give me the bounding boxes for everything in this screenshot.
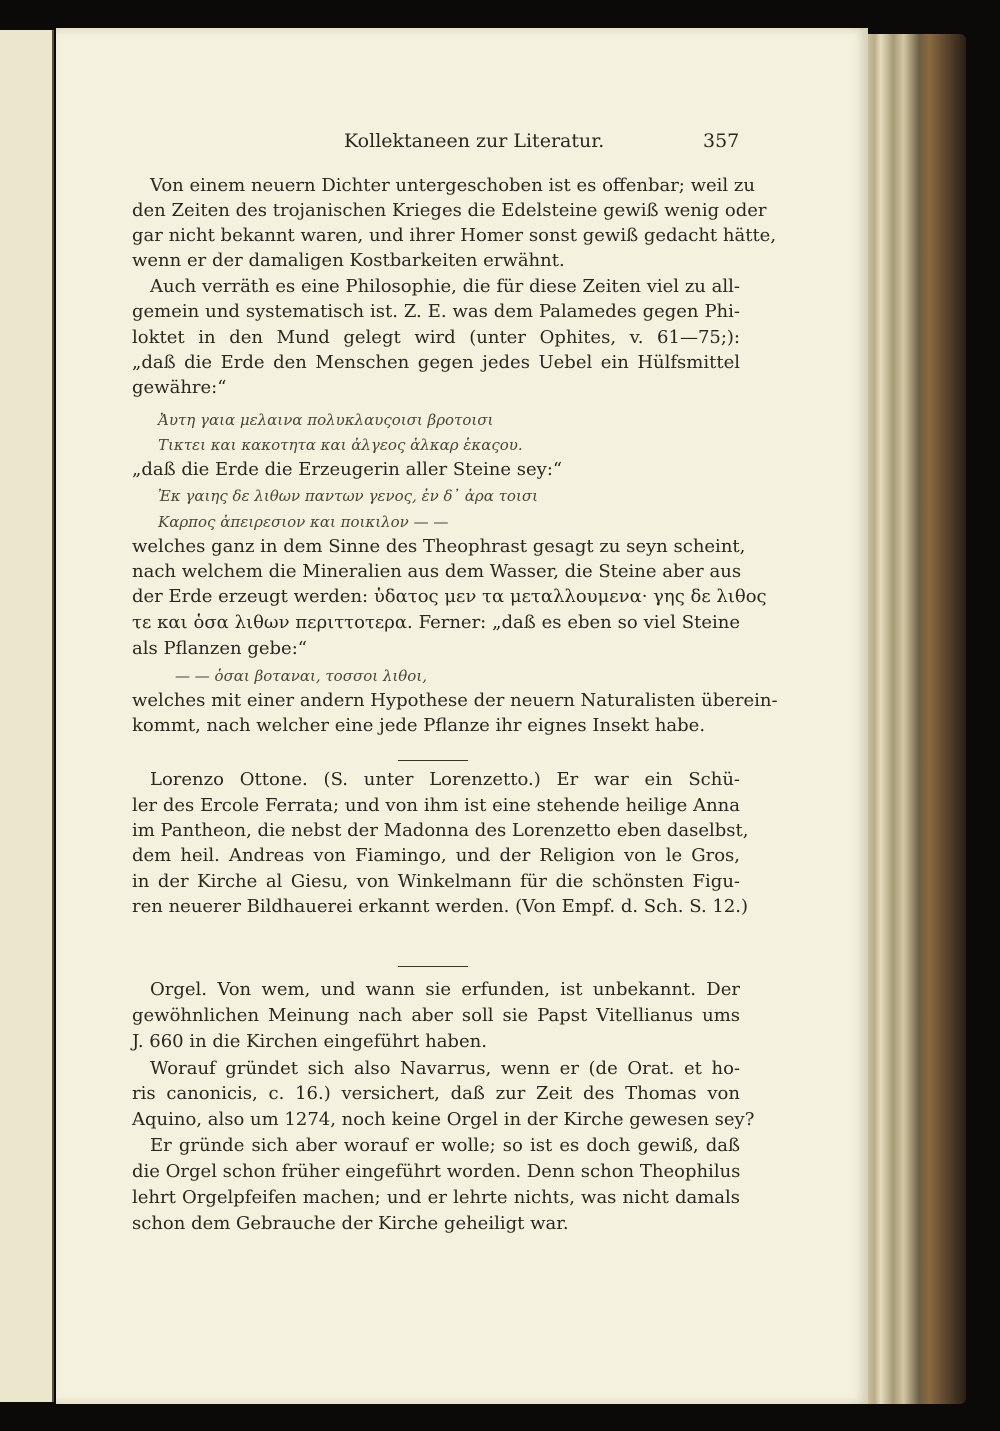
text-line: welches mit einer andern Hypothese der neuern Naturalisten überein- [132,690,778,711]
greek-verse: Ἀυτη γαια μελαινα πολυκλαυςοισι βροτοισι [158,411,494,429]
text-line: „daß die Erde den Menschen gegen jedes Uebel ein Hülfsmittel [132,352,740,373]
section-divider [398,760,468,761]
text-line: gewöhnlichen Meinung nach aber soll sie Papst Vitellianus ums [132,1005,740,1026]
left-page-edge [0,30,54,1402]
text-line: „daß die Erde die Erzeugerin aller Steine sey:“ [132,459,563,480]
text-line: τε και ὁσα λιθων περιττοτερα. Ferner: „daß es eben so viel Steine [132,612,740,633]
text-line: gar nicht bekannt waren, und ihrer Homer sonst gewiß gedacht hätte, [132,225,777,246]
text-line: die Orgel schon früher eingeführt worden. Denn schon Theophilus [132,1161,741,1182]
text-line: den Zeiten des trojanischen Krieges die Edelsteine gewiß wenig oder [132,200,767,221]
text-line: lehrt Orgelpfeifen machen; und er lehrte nichts, was nicht damals [132,1187,740,1208]
text-line: kommt, nach welcher eine jede Pflanze ihr eignes Insekt habe. [132,715,706,736]
text-line: Von einem neuern Dichter untergeschoben ist es offenbar; weil zu [150,175,755,196]
greek-verse: Καρπος ἀπειρεσιον και ποικιλον — — [158,513,449,531]
text-line: J. 660 in die Kirchen eingeführt haben. [132,1031,487,1052]
text-line: im Pantheon, die nebst der Madonna des Lorenzetto eben daselbst, [132,820,749,841]
text-line: ris canonicis, c. 16.) versichert, daß zur Zeit des Thomas von [132,1083,740,1104]
entry-heading-orgel: Orgel. Von wem, und wann sie erfunden, ist unbekannt. Der [150,979,740,1000]
greek-verse: Τικτει και κακοτητα και ἀλγεος ἀλκαρ ἑκαςου. [158,436,523,454]
text-line: ler des Ercole Ferrata; und von ihm ist eine stehende heilige Anna [132,795,740,816]
text-line: Auch verräth es eine Philosophie, die für diese Zeiten viel zu all- [150,276,740,297]
text-line: in der Kirche al Giesu, von Winkelmann für die schönsten Figu- [132,871,740,892]
text-line: gemein und systematisch ist. Z. E. was dem Palamedes gegen Phi- [132,301,740,322]
section-divider [398,966,468,967]
text-line: Aquino, also um 1274, noch keine Orgel in der Kirche gewesen sey? [132,1109,755,1130]
text-line: nach welchem die Mineralien aus dem Wasser, die Steine aber aus [132,561,742,582]
greek-verse: — — ὁσαι βοταναι, τοσσοι λιθοι, [175,667,427,685]
text-line: der Erde erzeugt werden: ὑδατος μεν τα μεταλλουμενα· γης δε λιθος [132,586,767,607]
page-stack-edge [862,34,966,1404]
text-line: schon dem Gebrauche der Kirche geheiligt war. [132,1213,569,1234]
text-line: gewähre:“ [132,377,227,398]
entry-heading-lorenzo-ottone: Lorenzo Ottone. (S. unter Lorenzetto.) Er war ein Schü- [150,769,740,790]
text-line: dem heil. Andreas von Fiamingo, und der Religion von le Gros, [132,845,740,866]
text-line: wenn er der damaligen Kostbarkeiten erwähnt. [132,250,565,271]
text-line: loktet in den Mund gelegt wird (unter Ophites, v. 61—75;): [132,327,740,348]
running-title: Kollektaneen zur Literatur. [344,130,605,152]
page-number: 357 [703,130,740,152]
text-line: Er gründe sich aber worauf er wolle; so ist es doch gewiß, daß [150,1135,740,1156]
text-line: Worauf gründet sich also Navarrus, wenn er (de Orat. et ho- [150,1058,740,1079]
text-line: ren neuerer Bildhauerei erkannt werden. (Von Empf. d. Sch. S. 12.) [132,896,749,917]
text-line: welches ganz in dem Sinne des Theophrast gesagt zu seyn scheint, [132,536,746,557]
text-line: als Pflanzen gebe:“ [132,638,307,659]
greek-verse: Ἐκ γαιης δε λιθων παντων γενος, ἐν δ᾽ ἀρα τοισι [158,487,538,505]
